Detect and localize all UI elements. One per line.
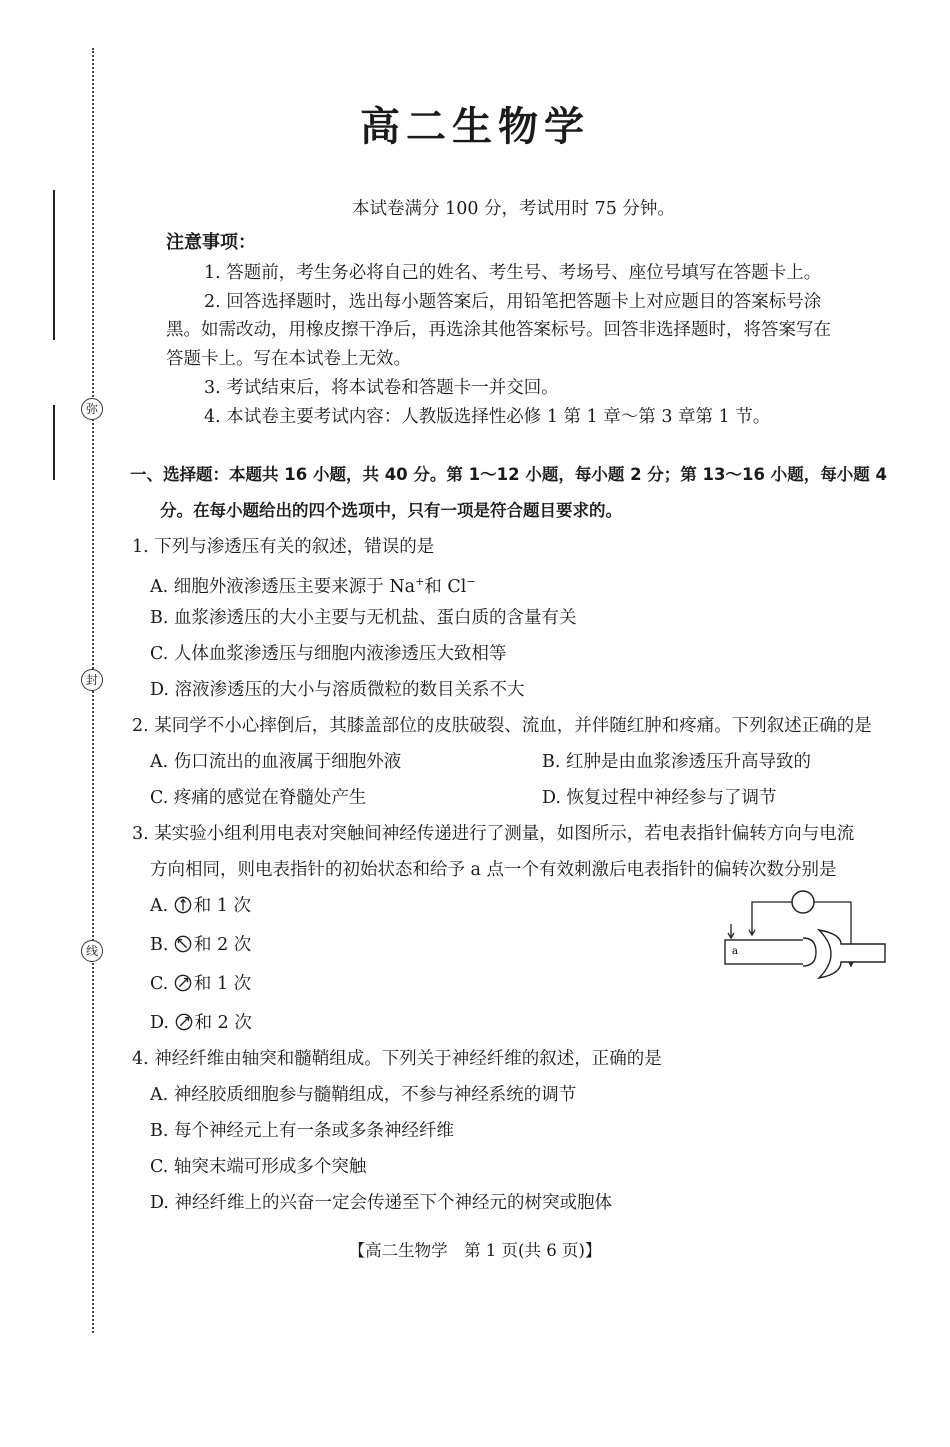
q3-b-text: 和 2 次 [194, 935, 252, 955]
binding-bar-lower [53, 405, 55, 480]
q3-option-a [150, 894, 251, 918]
meter-pointer-upper-right-icon [174, 974, 192, 992]
q4-stem: 4. 神经纤维由轴突和髓鞘组成。下列关于神经纤维的叙述，正确的是 [132, 1049, 662, 1069]
q1-a-text2: 和 Cl [424, 576, 467, 597]
q3-stem-line1: 3. 某实验小组利用电表对突触间神经传递进行了测量，如图所示，若电表指针偏转方向与电流 [132, 824, 855, 844]
binding-bar-upper [53, 190, 55, 340]
exam-title: 高二生物学 [360, 104, 590, 150]
q3-a-text: 和 1 次 [193, 896, 252, 916]
q4-option-a: A. 神经胶质细胞参与髓鞘组成，不参与神经系统的调节 [150, 1085, 577, 1105]
q3-c-letter: C. [150, 974, 169, 994]
notice-line: 2. 回答选择题时，选出每小题答案后，用铅笔把答题卡上对应题目的答案标号涂 [204, 292, 822, 312]
q3-d-text: 和 2 次 [194, 1013, 252, 1033]
q3-option-d [150, 1011, 252, 1035]
notice-heading: 注意事项： [166, 232, 256, 253]
notice-line: 1. 答题前，考生务必将自己的姓名、考生号、考场号、座位号填写在答题卡上。 [204, 263, 822, 283]
q1-option-b: B. 血浆渗透压的大小主要与无机盐、蛋白质的含量有关 [150, 608, 577, 628]
notice-line: 4. 本试卷主要考试内容：人教版选择性必修 1 第 1 章～第 3 章第 1 节。 [204, 407, 771, 427]
notice-line: 答题卡上。写在本试卷上无效。 [166, 349, 411, 369]
q1-option-c: C. 人体血浆渗透压与细胞内液渗透压大致相等 [150, 644, 507, 664]
q1-option-d: D. 溶液渗透压的大小与溶质微粒的数目关系不大 [150, 680, 525, 700]
synapse-meter-diagram [715, 888, 895, 983]
meter-pointer-upper-left-icon [174, 935, 192, 953]
q4-option-c: C. 轴突末端可形成多个突触 [150, 1157, 367, 1177]
meter-pointer-up-icon [174, 896, 192, 914]
q3-option-c [150, 972, 251, 996]
section-heading-line1: 一、选择题：本题共 16 小题，共 40 分。第 1～12 小题，每小题 2 分；第 13～16 小题，每小题 4 [130, 465, 887, 484]
q4-option-b: B. 每个神经元上有一条或多条神经纤维 [150, 1121, 454, 1141]
q3-option-b [150, 933, 251, 957]
q3-b-letter: B. [150, 935, 169, 955]
q3-stem-line2: 方向相同，则电表指针的初始状态和给予 a 点一个有效刺激后电表指针的偏转次数分别是 [150, 860, 837, 880]
notice-line: 3. 考试结束后，将本试卷和答题卡一并交回。 [204, 378, 559, 398]
q1-a-sup-plus: + [415, 575, 425, 588]
exam-info: 本试卷满分 100 分，考试用时 75 分钟。 [352, 199, 675, 219]
meter-wire-left [752, 902, 792, 935]
q1-a-sup-minus: − [466, 575, 476, 588]
q3-a-letter: A. [150, 896, 169, 916]
meter-pointer-upper-right-icon [175, 1013, 193, 1031]
q4-option-d: D. 神经纤维上的兴奋一定会传递至下个神经元的树突或胞体 [150, 1193, 613, 1213]
q1-option-a [150, 570, 476, 599]
q2-stem: 2. 某同学不小心摔倒后，其膝盖部位的皮肤破裂、流血，并伴随红肿和疼痛。下列叙述正确的是 [132, 716, 872, 736]
seal-feng: 封 [81, 669, 103, 691]
q2-option-a: A. 伤口流出的血液属于细胞外液 [150, 752, 402, 772]
presynaptic-terminal [803, 938, 816, 966]
section-heading-line2: 分。在每小题给出的四个选项中，只有一项是符合题目要求的。 [160, 501, 622, 520]
page-footer: 【高二生物学 第 1 页(共 6 页)】 [348, 1241, 602, 1260]
q1-stem: 1. 下列与渗透压有关的叙述，错误的是 [132, 537, 435, 557]
q2-option-b: B. 红肿是由血浆渗透压升高导致的 [542, 752, 811, 772]
q2-option-d: D. 恢复过程中神经参与了调节 [542, 788, 777, 808]
q2-option-c: C. 疼痛的感觉在脊髓处产生 [150, 788, 367, 808]
meter-icon [792, 891, 814, 913]
notice-line: 黑。如需改动，用橡皮擦干净后，再选涂其他答案标号。回答非选择题时，将答案写在 [166, 320, 831, 340]
q1-a-text: A. 细胞外液渗透压主要来源于 Na [150, 576, 416, 597]
postsynaptic-neuron [819, 930, 885, 978]
seal-mi: 弥 [81, 398, 103, 420]
q3-c-text: 和 1 次 [193, 974, 252, 994]
point-a-label: a [732, 946, 738, 957]
q3-d-letter: D. [150, 1013, 169, 1033]
seal-xian: 线 [81, 940, 103, 962]
